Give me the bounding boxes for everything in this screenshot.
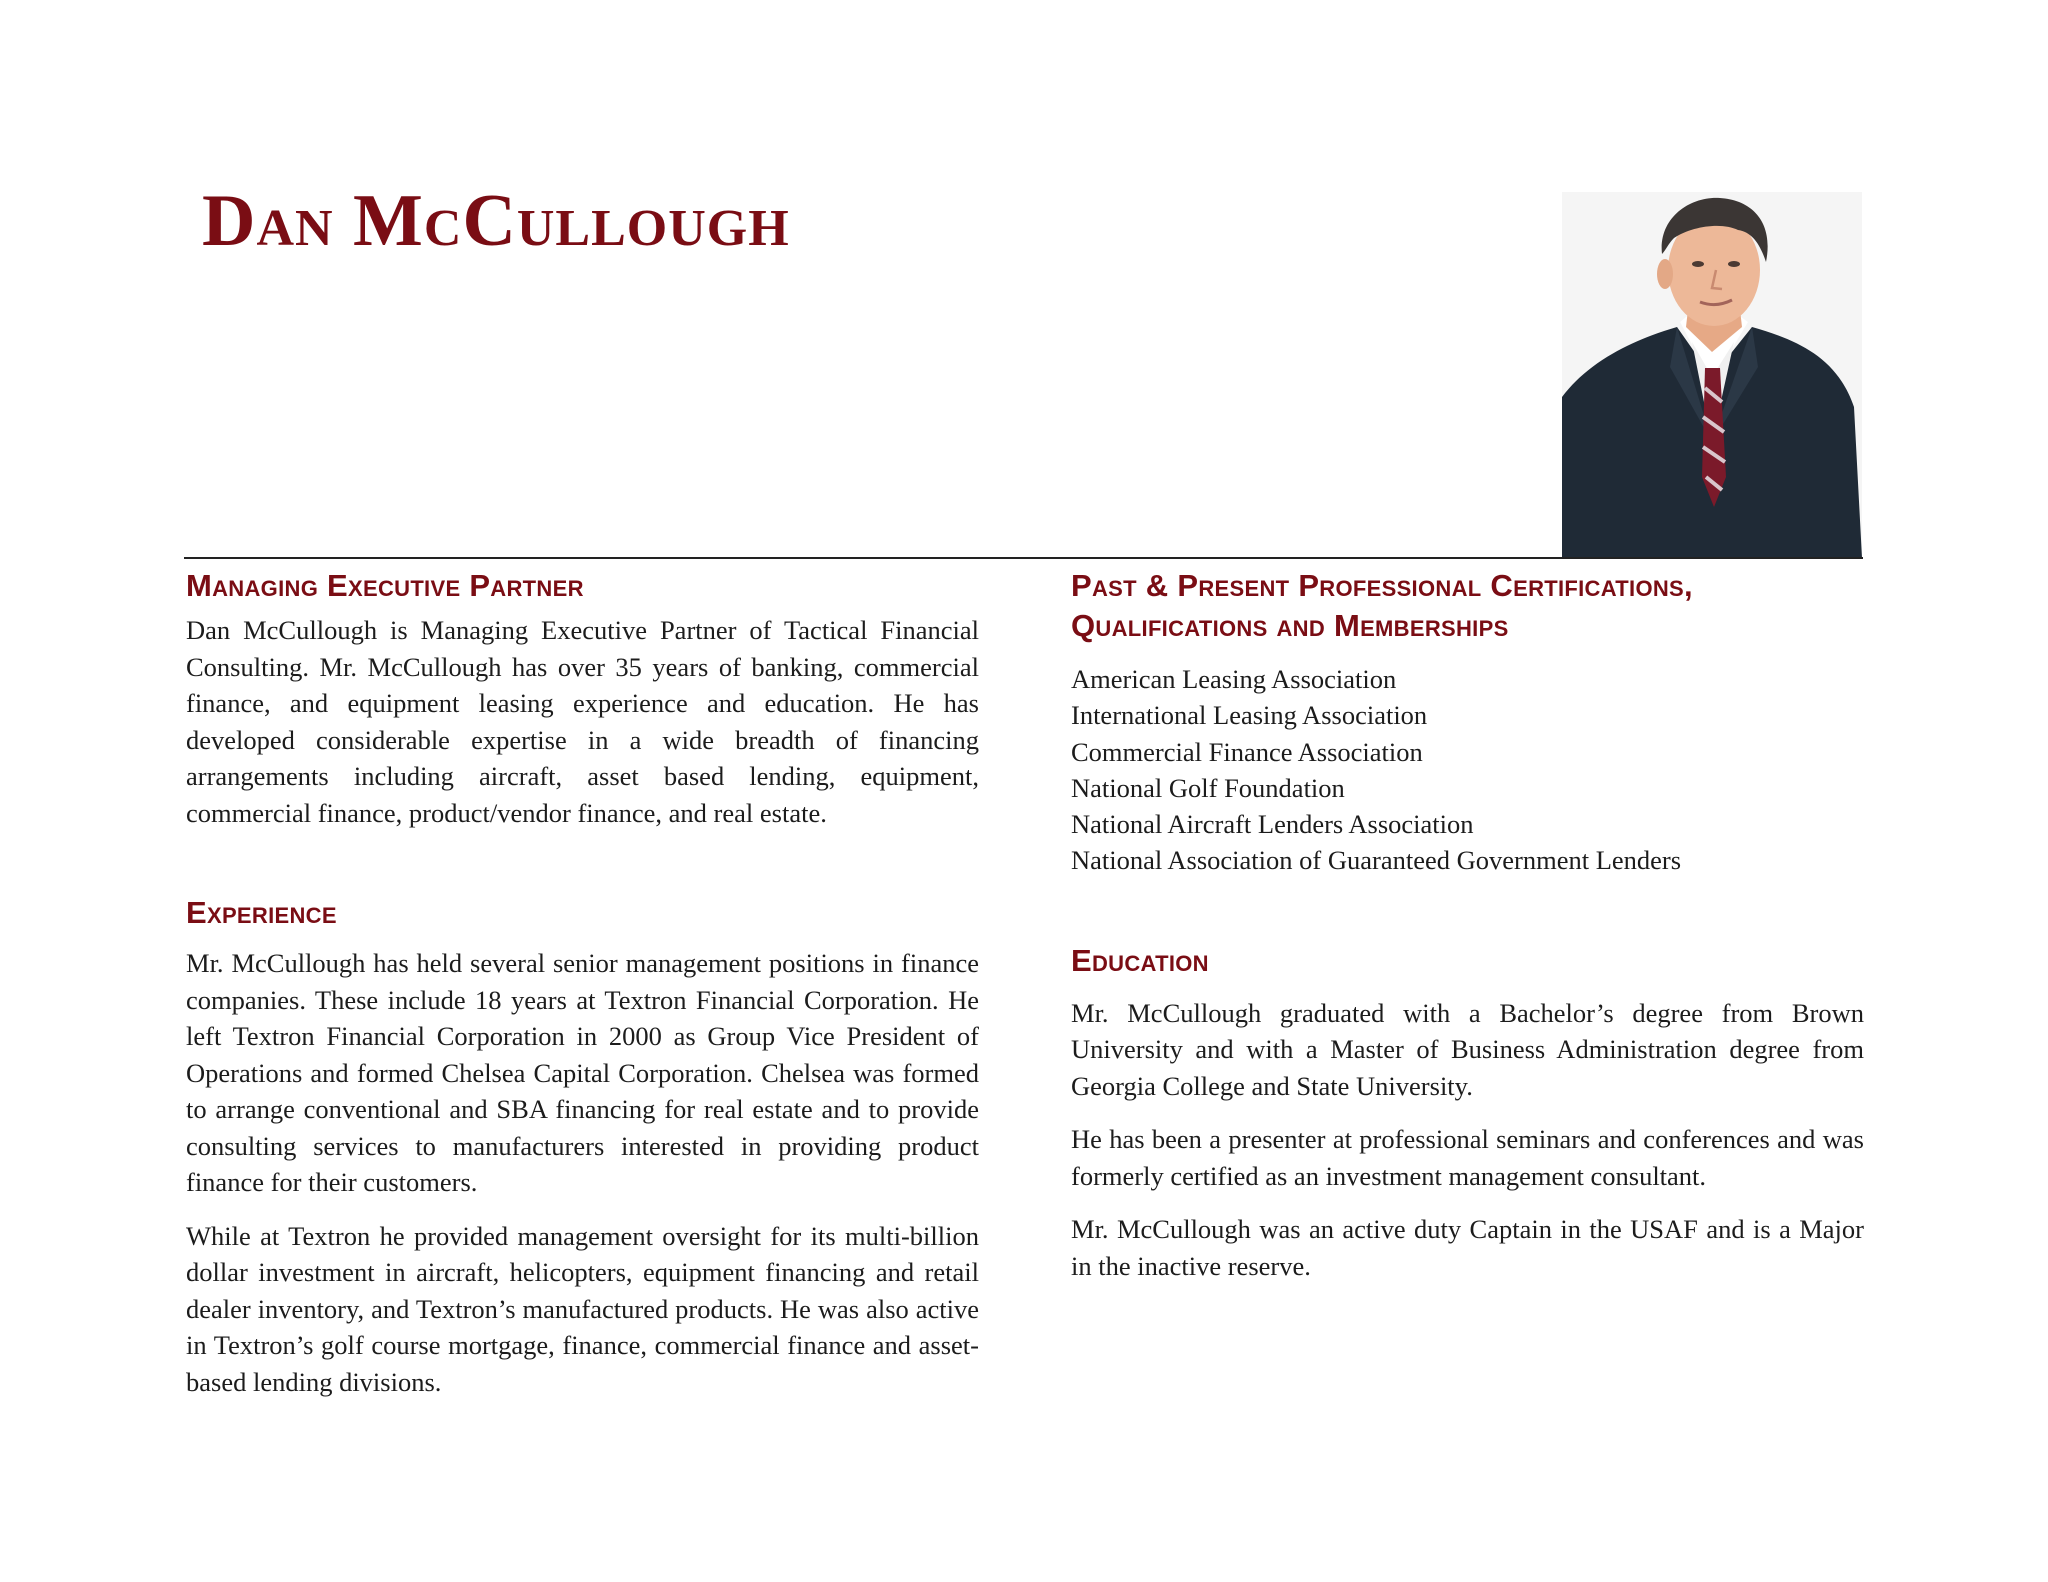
profile-name: Dan McCullough [202,180,790,262]
left-column [186,566,979,1400]
managing-partner-text: Dan McCullough is Managing Executive Partner of Tactical Financial Consulting. Mr. McCullough has over 35 years of banking, commercial finance, and equipment leasing experience and education. He has developed considerable expertise in a wide breadth of financing arrangements including aircraft, asset based lending, equipment, commercial finance, product/vendor finance, and real estate. [186,615,979,828]
header-divider [184,557,1863,559]
right-column [1071,566,1864,1284]
list-item: National Golf Foundation [1071,772,1345,803]
education-paragraph: Mr. McCullough graduated with a Bachelor’s degree from Brown University and with a Master of Business Administration degree from Georgia College and State University. [1071,997,1864,1101]
list-item: Commercial Finance Association [1071,736,1423,767]
managing-partner-heading: Managing Executive Partner [186,568,584,603]
memberships-list [1071,661,1864,879]
list-item: International Leasing Association [1071,700,1428,731]
portrait-photo [1562,192,1862,558]
list-item: National Aircraft Lenders Association [1071,809,1474,840]
list-item: American Leasing Association [1071,664,1397,694]
education-heading: Education [1071,942,1209,978]
experience-paragraph: Mr. McCullough has held several senior management positions in finance companies. These include 18 years at Textron Financial Corporation. He left Textron Financial Corporation in 2000 as Group Vice President of Operations and formed Chelsea Capital Corporation. Chelsea was formed to arrange conventional and SBA financing for real estate and to provide consulting services to manufacturers interested in providing product finance for their customers. [186,948,979,1197]
education-paragraph: Mr. McCullough was an active duty Captain in the USAF and is a Major in the inactive reserve. [1071,1214,1864,1281]
certifications-heading-line1: Past & Present Professional Certifications, [1071,568,1693,603]
experience-heading: Experience [186,895,337,930]
experience-paragraph: While at Textron he provided management oversight for its multi-billion dollar investment in aircraft, helicopters, equipment financing and retail dealer inventory, and Textron’s manufactured products. He was also active in Textron’s golf course mortgage, finance, commercial finance and asset-based lending divisions. [186,1220,979,1397]
list-item: National Association of Guaranteed Government Lenders [1071,845,1682,876]
certifications-heading [1071,566,1864,646]
certifications-heading-line2: Qualifications and Memberships [1071,608,1509,643]
education-paragraph: He has been a presenter at professional seminars and conferences and was formerly certified as an investment management consultant. [1071,1124,1864,1191]
